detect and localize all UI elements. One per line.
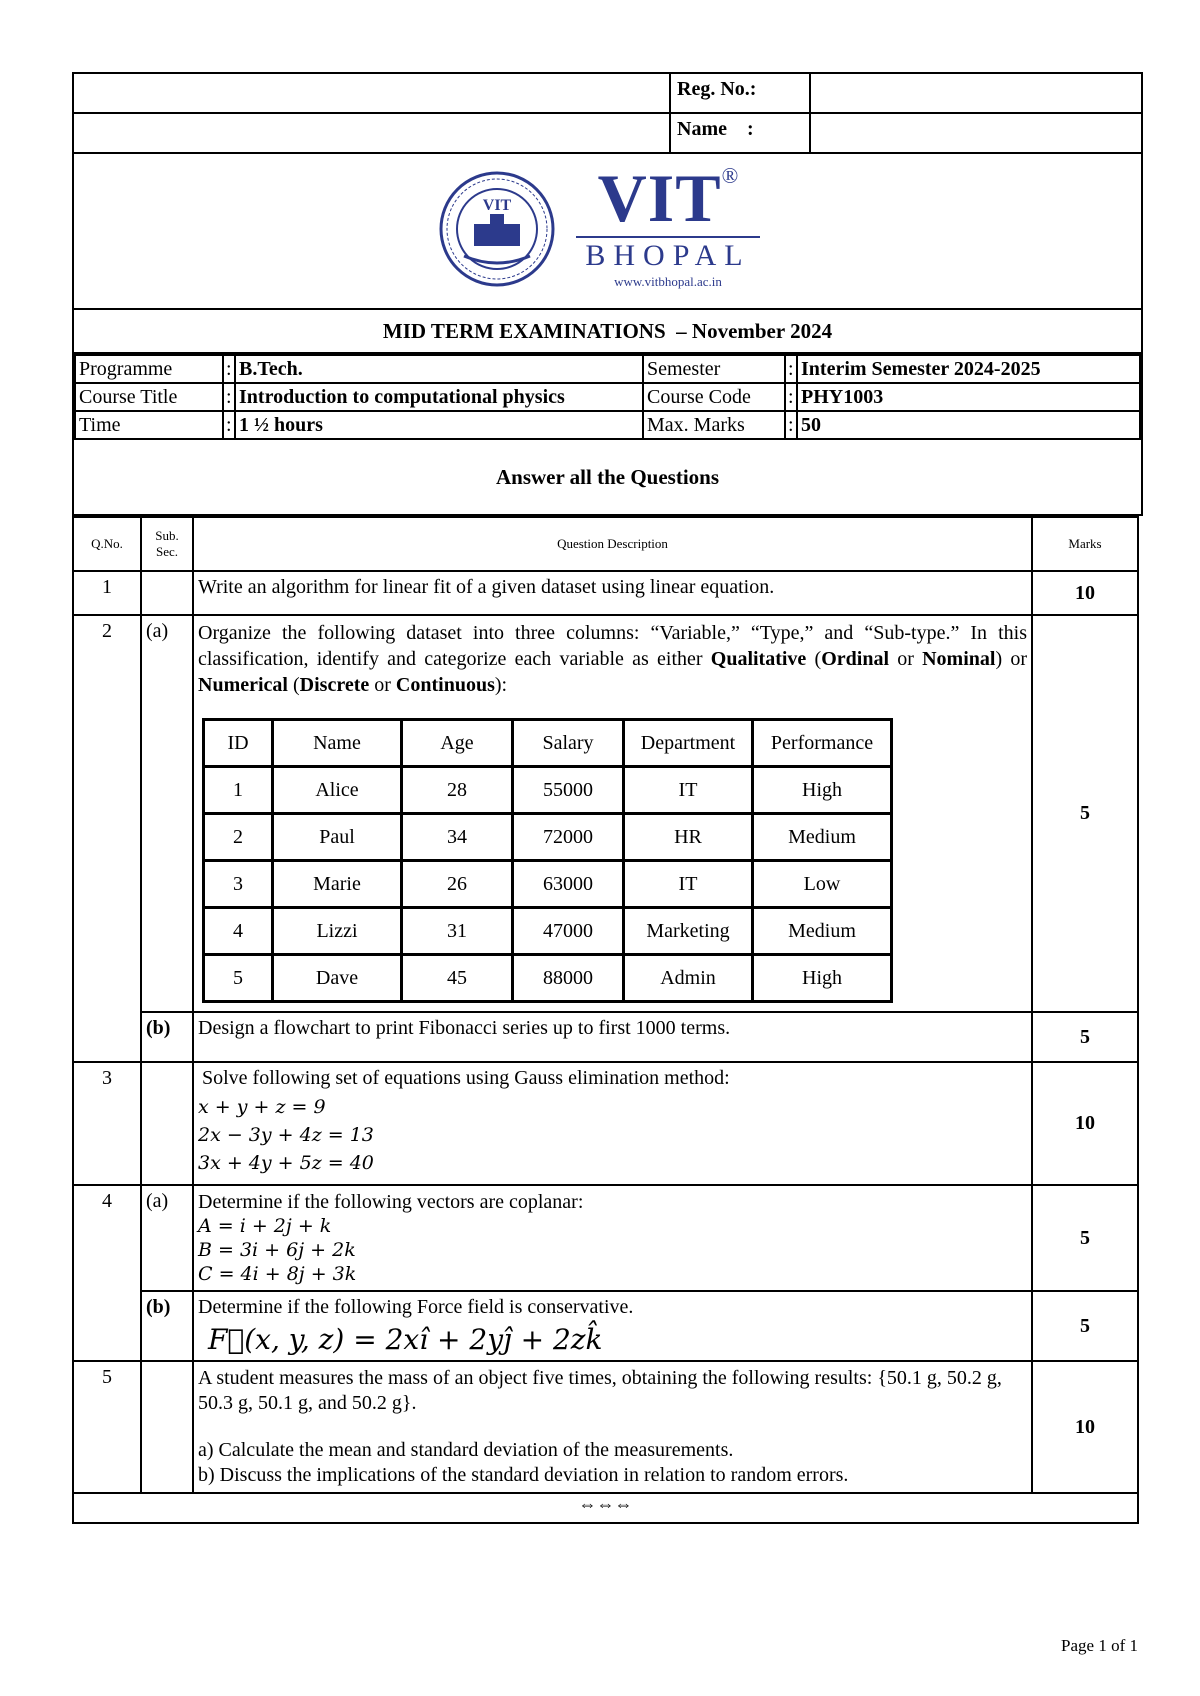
semester-label: Semester bbox=[643, 355, 785, 383]
q2b-marks: 5 bbox=[1032, 1012, 1138, 1062]
name-field[interactable] bbox=[811, 114, 1141, 152]
reg-no-label: Reg. No.: bbox=[671, 74, 811, 112]
time-value: 1 ½ hours bbox=[235, 411, 643, 439]
reg-no-row bbox=[74, 74, 1141, 114]
question-row-4a: 4 (a) Determine if the following vectors are coplanar: A = i + 2j + k B = 3i + 6j + 2k C = 4i + 8j + 3k 5 bbox=[73, 1185, 1138, 1291]
equation-2: 2x − 3y + 4z = 13 bbox=[198, 1124, 374, 1146]
vector-c: C = 4i + 8j + 3k bbox=[198, 1263, 357, 1285]
exam-paper bbox=[72, 72, 1139, 1524]
course-title-value: Introduction to computational physics bbox=[235, 383, 643, 411]
q4b-marks: 5 bbox=[1032, 1291, 1138, 1361]
q1-text: Write an algorithm for linear fit of a given dataset using linear equation. bbox=[193, 571, 1032, 615]
logo-sub: BHOPAL bbox=[585, 239, 751, 272]
question-row-3: 3 Solve following set of equations using Gauss elimination method: x + y + z = 9 2x − 3y + 4z = 13 3x + 4y + 5z = 40 10 bbox=[73, 1062, 1138, 1185]
table-row: 2 Paul 34 72000 HR Medium bbox=[204, 814, 892, 861]
time-label: Time bbox=[75, 411, 223, 439]
logo-area bbox=[74, 154, 1141, 310]
course-info-table: Programme : B.Tech. Semester : Interim Semester 2024-2025 Course Title : Introduction to computational physics Course Code : PHY1003 Time : 1 ½ hours Max. Marks : 50 bbox=[74, 354, 1141, 440]
end-mark: ⇔⇔⇔ bbox=[73, 1493, 1138, 1523]
equation-3: 3x + 4y + 5z = 40 bbox=[198, 1152, 374, 1174]
semester-value: Interim Semester 2024-2025 bbox=[797, 355, 1140, 383]
table-row: 4 Lizzi 31 47000 Marketing Medium bbox=[204, 908, 892, 955]
q4b-body: Determine if the following Force field is conservative. F⃗(x, y, z) = 2xî + 2yĵ + 2zk̂ bbox=[193, 1291, 1032, 1361]
col-marks: Marks bbox=[1032, 517, 1138, 571]
seal-inner-text: VIT bbox=[482, 197, 512, 214]
q2b-text: Design a flowchart to print Fibonacci series up to first 1000 terms. bbox=[193, 1012, 1032, 1062]
table-row: 1 Alice 28 55000 IT High bbox=[204, 767, 892, 814]
q5-marks: 10 bbox=[1032, 1361, 1138, 1493]
question-table bbox=[72, 516, 1139, 1524]
col-subsec: Sub. Sec. bbox=[141, 517, 193, 571]
vit-seal-icon bbox=[438, 170, 556, 288]
vit-wordmark bbox=[568, 162, 768, 290]
q5-body: A student measures the mass of an object five times, obtaining the following results: {50.1 g, 50.2 g, 50.3 g, 50.1 g, and 50.2 g}. a) Calculate the mean and standard deviation of the measurements. b) Discuss the implications of the standard deviation in relation to random errors. bbox=[193, 1361, 1032, 1493]
vector-b: B = 3i + 6j + 2k bbox=[198, 1239, 356, 1261]
programme-value: B.Tech. bbox=[235, 355, 643, 383]
vector-a: A = i + 2j + k bbox=[198, 1215, 332, 1237]
equation-1: x + y + z = 9 bbox=[198, 1096, 326, 1118]
q3-body: Solve following set of equations using Gauss elimination method: x + y + z = 9 2x − 3y + 4z = 13 3x + 4y + 5z = 40 bbox=[193, 1062, 1032, 1185]
course-code-value: PHY1003 bbox=[797, 383, 1140, 411]
max-marks-value: 50 bbox=[797, 411, 1140, 439]
q1-marks: 10 bbox=[1032, 571, 1138, 615]
programme-label: Programme bbox=[75, 355, 223, 383]
name-label: Name : bbox=[671, 114, 811, 152]
reg-no-field[interactable] bbox=[811, 74, 1141, 112]
force-field-equation: F⃗(x, y, z) = 2xî + 2yĵ + 2zk̂ bbox=[208, 1323, 603, 1356]
q2a-marks: 5 bbox=[1032, 615, 1138, 1012]
question-row-5: 5 A student measures the mass of an object five times, obtaining the following results: {50.1 g, 50.2 g, 50.3 g, 50.1 g, and 50.2 g}. a) Calculate the mean and standard deviation of the measurements. b) Discuss the implications of the standard deviation in relation to random errors. 10 bbox=[73, 1361, 1138, 1493]
exam-title: MID TERM EXAMINATIONS – November 2024 bbox=[74, 310, 1141, 354]
logo-text: VIT bbox=[597, 160, 722, 236]
instruction: Answer all the Questions bbox=[74, 440, 1141, 516]
course-title-label: Course Title bbox=[75, 383, 223, 411]
header-frame bbox=[72, 72, 1143, 516]
question-row-1: 1 Write an algorithm for linear fit of a given dataset using linear equation. 10 bbox=[73, 571, 1138, 615]
course-code-label: Course Code bbox=[643, 383, 785, 411]
dataset-table bbox=[202, 718, 893, 1003]
question-row-2b: (b) Design a flowchart to print Fibonacci series up to first 1000 terms. 5 bbox=[73, 1012, 1138, 1062]
max-marks-label: Max. Marks bbox=[643, 411, 785, 439]
question-row-4b: (b) Determine if the following Force field is conservative. F⃗(x, y, z) = 2xî + 2yĵ + 2zk̂ 5 bbox=[73, 1291, 1138, 1361]
page-number: Page 1 of 1 bbox=[1061, 1636, 1138, 1655]
logo-url: www.vitbhopal.ac.in bbox=[614, 274, 722, 289]
col-qno: Q.No. bbox=[73, 517, 141, 571]
dataset-header-row: ID Name Age Salary Department Performance bbox=[204, 720, 892, 767]
table-row: 5 Dave 45 88000 Admin High bbox=[204, 955, 892, 1002]
name-row bbox=[74, 114, 1141, 154]
registered-mark: ® bbox=[721, 163, 739, 188]
table-row: 3 Marie 26 63000 IT Low bbox=[204, 861, 892, 908]
col-desc: Question Description bbox=[193, 517, 1032, 571]
q3-marks: 10 bbox=[1032, 1062, 1138, 1185]
question-row-2a: 2 (a) Organize the following dataset into three columns: “Variable,” “Type,” and “Sub-type.” In this classification, identify and categorize each variable as either Qualitative (Ordinal or Nominal) or Numerical (Discrete or Continuous): ID Name Age Salary Department Performance 1 Alice 28 55000 IT High 2 Paul 34 72000 HR Medium 3 Marie 26 63000 IT Low 4 Lizzi 31 47000 Marketing Medium 5 Dave 45 88000 Admin High 5 bbox=[73, 615, 1138, 1012]
q4a-body: Determine if the following vectors are coplanar: A = i + 2j + k B = 3i + 6j + 2k C = 4i + 8j + 3k bbox=[193, 1185, 1032, 1291]
q4a-marks: 5 bbox=[1032, 1185, 1138, 1291]
q2a-body: Organize the following dataset into three columns: “Variable,” “Type,” and “Sub-type.” In this classification, identify and categorize each variable as either Qualitative (Ordinal or Nominal) or Numerical (Discrete or Continuous): ID Name Age Salary Department Performance 1 Alice 28 55000 IT High 2 Paul 34 72000 HR Medium 3 Marie 26 63000 IT Low 4 Lizzi 31 47000 Marketing Medium 5 Dave 45 88000 Admin High bbox=[193, 615, 1032, 1012]
